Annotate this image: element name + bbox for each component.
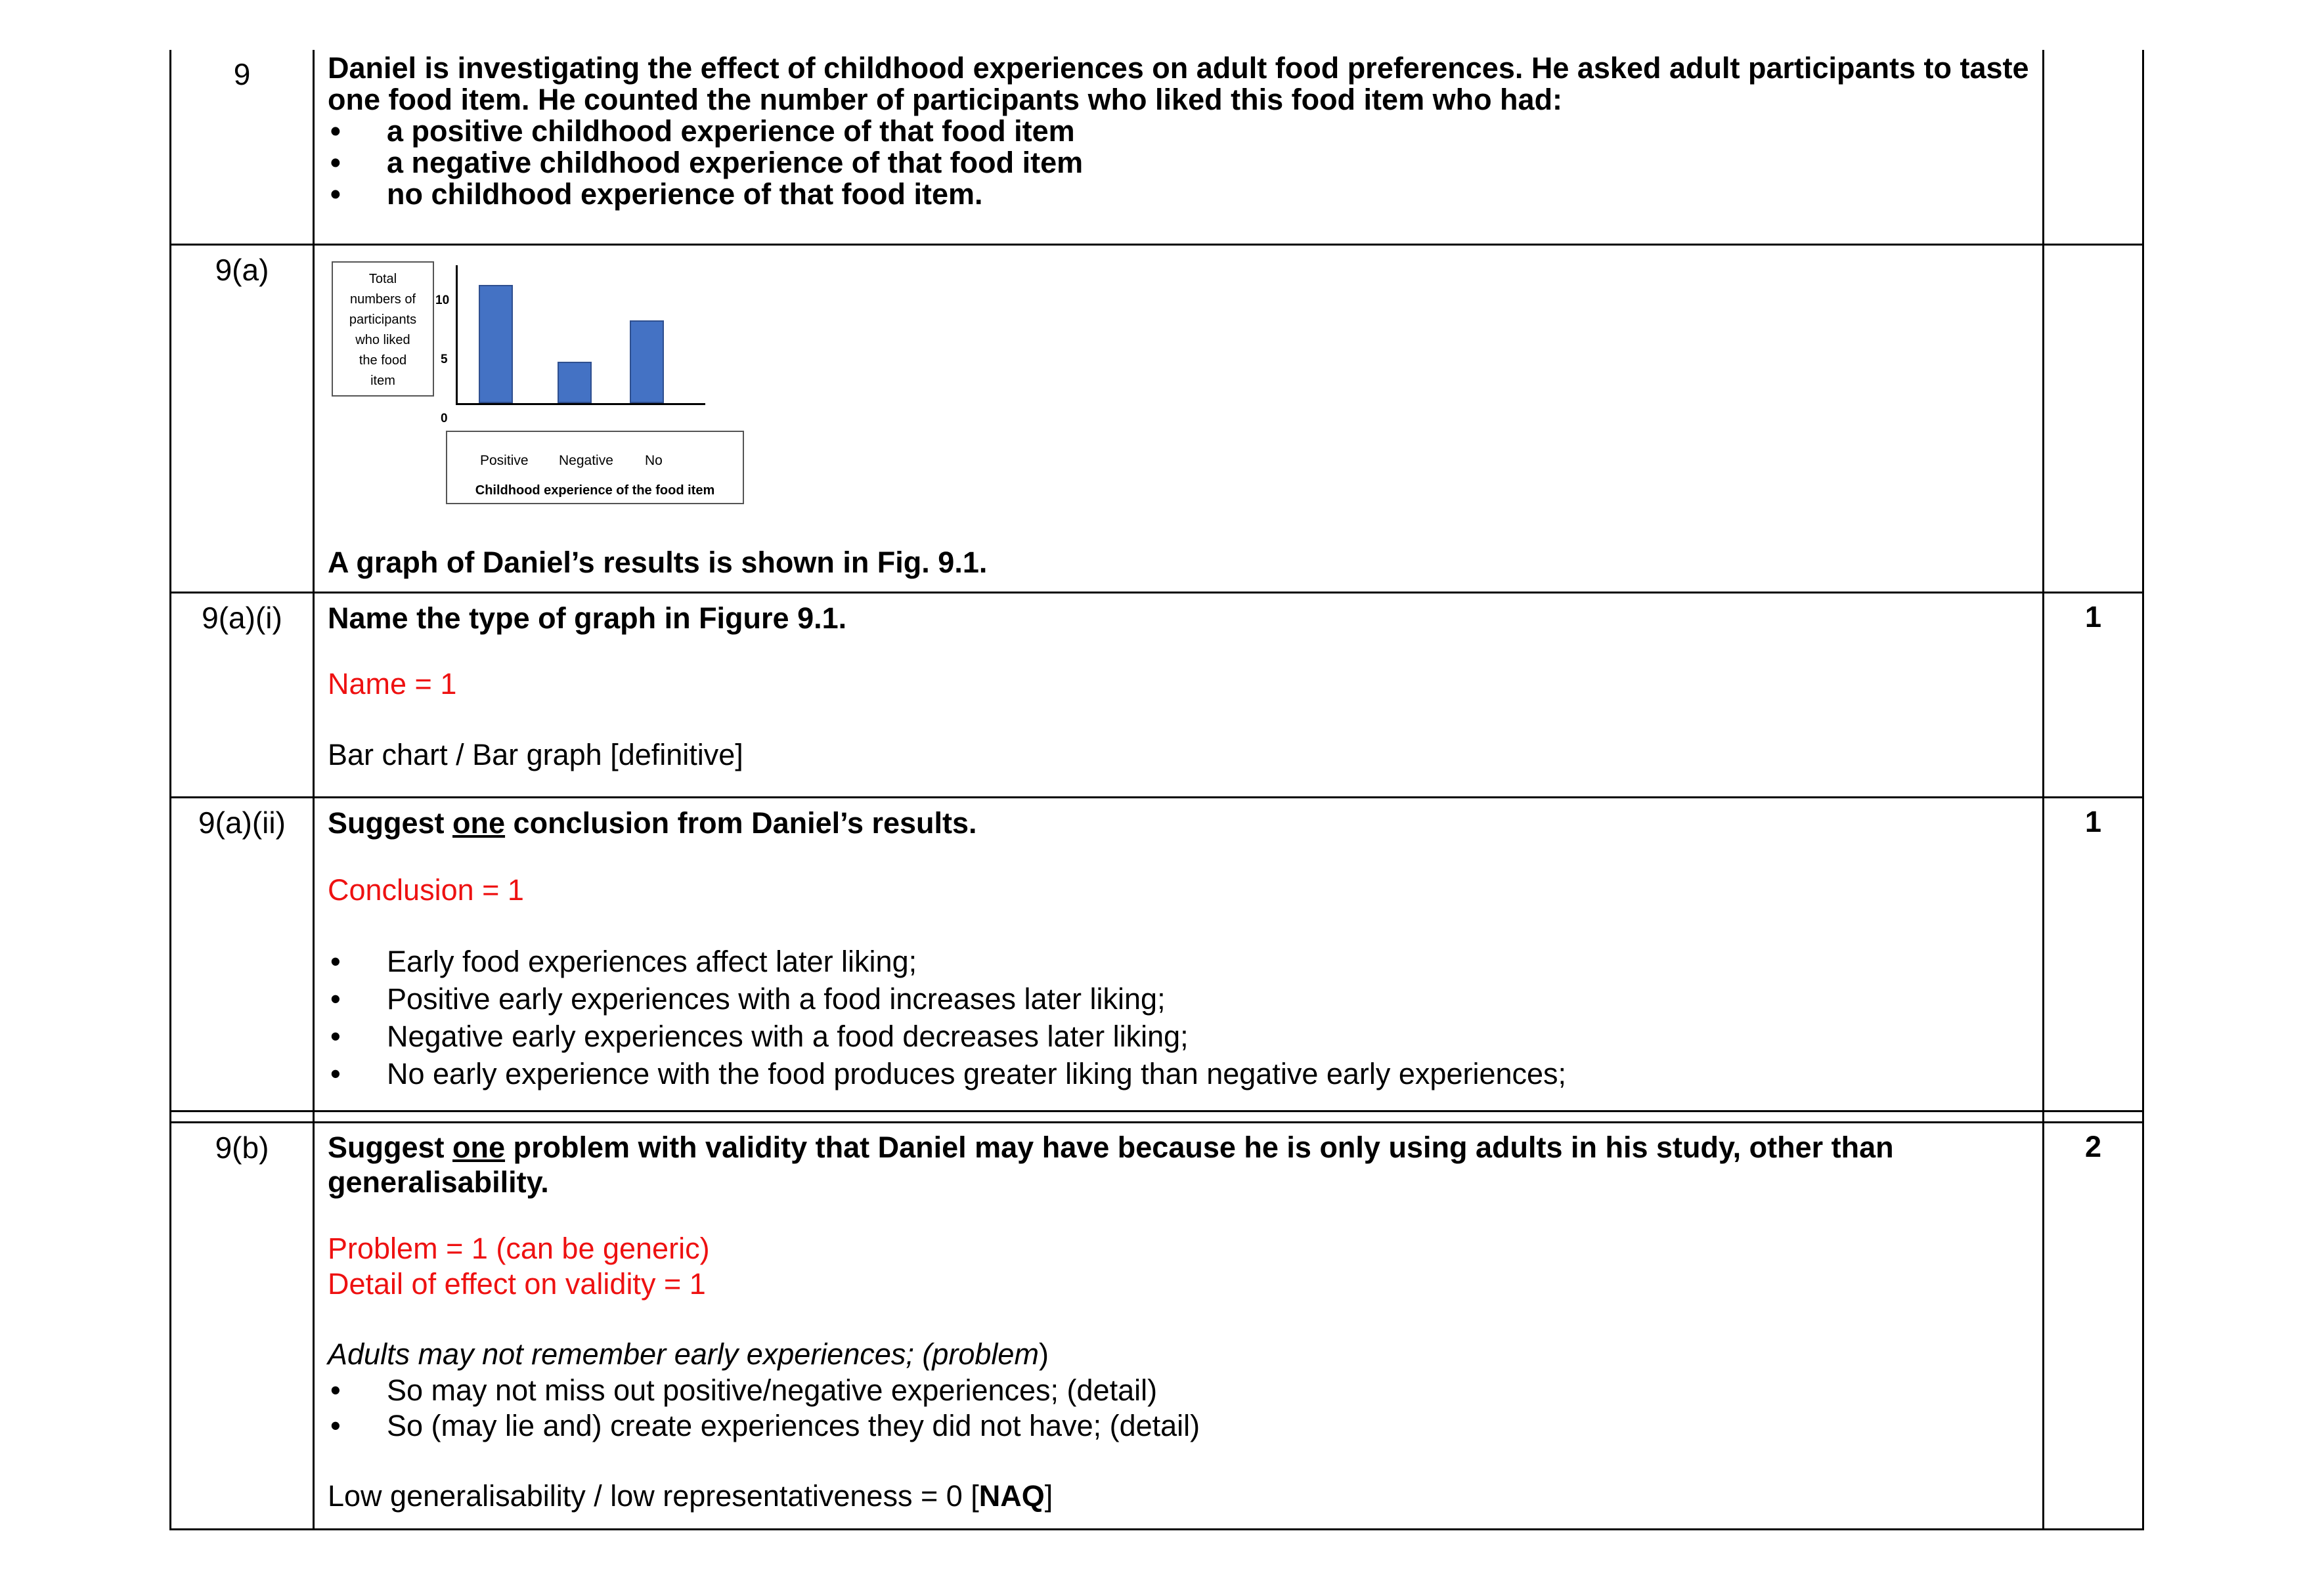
- y-tick-label: 10: [435, 293, 450, 307]
- question-stem: Daniel is investigating the effect of childhood experiences on adult food preferences. He asked adult participants to taste one food item. He counted the number of participants who liked this food item who had:: [328, 51, 2029, 116]
- marks-cell: [2044, 50, 2143, 244]
- answer-italic: Adults may not remember early experiences; (problem: [328, 1337, 1039, 1371]
- figure-caption: A graph of Daniel’s results is shown in Fig. 9.1.: [328, 545, 988, 579]
- x-axis-title: Childhood experience of the food item: [475, 483, 715, 498]
- row-q9: [171, 50, 2143, 244]
- figure-cell: [314, 244, 2044, 592]
- question-text-part: Suggest: [328, 806, 453, 840]
- x-tick-label: Negative: [559, 452, 613, 468]
- row-q9ai: [171, 592, 2143, 797]
- y-tick-label: 5: [441, 352, 448, 366]
- question-cell: [314, 1122, 2044, 1529]
- question-emphasis: one: [452, 1130, 506, 1164]
- x-tick-label: Positive: [480, 452, 529, 468]
- list-item: • So may not miss out positive/negative experiences; (detail): [328, 1373, 2042, 1408]
- y-axis-label: participants: [349, 312, 417, 327]
- list-item: • no childhood experience of that food item.: [328, 179, 2042, 210]
- y-axis-label: Total: [368, 271, 397, 286]
- question-text-part: problem with validity that Daniel may have because he is only using adults in his study, other than generalisability.: [328, 1130, 1894, 1199]
- list-item: • Early food experiences affect later liking;: [328, 943, 2042, 980]
- question-number: 9(a)(ii): [171, 797, 314, 1111]
- mark-criteria: Conclusion = 1: [328, 873, 524, 907]
- stem-bullet-list: [328, 116, 2042, 210]
- question-emphasis: one: [452, 806, 506, 840]
- naq-text: ]: [1044, 1478, 1053, 1513]
- marks-value: 1: [2044, 797, 2143, 1111]
- marks-value: 2: [2044, 1122, 2143, 1529]
- question-number: 9(a)(i): [171, 592, 314, 797]
- answer-text: Bar chart / Bar graph [definitive]: [328, 737, 743, 771]
- row-q9a: [171, 244, 2143, 592]
- question-text: [328, 1130, 2042, 1199]
- naq-label: NAQ: [978, 1478, 1045, 1513]
- y-axis-label: item: [370, 373, 395, 388]
- question-number: 9(a): [171, 244, 314, 592]
- x-axis-line: [456, 403, 705, 405]
- row-spacer: [171, 1111, 2143, 1122]
- question-text: Name the type of graph in Figure 9.1.: [328, 601, 847, 635]
- bar-negative: [558, 362, 592, 403]
- naq-note: [328, 1478, 2042, 1515]
- list-item: • a positive childhood experience of that food item: [328, 116, 2042, 147]
- y-axis-label-box: [332, 261, 434, 397]
- y-axis-line: [456, 265, 458, 404]
- list-item: • Positive early experiences with a food increases later liking;: [328, 980, 2042, 1018]
- answer-bullet-list: [328, 943, 2042, 1092]
- row-q9aii: [171, 797, 2143, 1111]
- list-item: • So (may lie and) create experiences they did not have; (detail): [328, 1408, 2042, 1444]
- question-number: 9(b): [171, 1122, 314, 1529]
- bar-no: [630, 320, 664, 403]
- bar-chart: [328, 246, 787, 508]
- x-tick-label: No: [645, 452, 663, 468]
- marks-cell: [2044, 244, 2143, 592]
- question-number: 9: [171, 50, 314, 244]
- mark-scheme-table: [169, 50, 2144, 1530]
- question-cell: [314, 797, 2044, 1111]
- question-text-part: conclusion from Daniel’s results.: [505, 806, 977, 840]
- question-text: [328, 805, 2042, 842]
- question-stem-cell: [314, 50, 2044, 244]
- y-axis-label: numbers of: [349, 291, 416, 307]
- bar-positive: [479, 285, 513, 403]
- answer-text-part: ): [1038, 1337, 1049, 1371]
- list-item: • No early experience with the food produces greater liking than negative early experiences;: [328, 1055, 2042, 1092]
- y-tick-label: 0: [441, 411, 448, 425]
- mark-criteria: Problem = 1 (can be generic): [328, 1231, 710, 1265]
- question-cell: [314, 592, 2044, 797]
- list-item: • Negative early experiences with a food decreases later liking;: [328, 1018, 2042, 1055]
- y-axis-label: the food: [359, 353, 407, 368]
- mark-criteria: Detail of effect on validity = 1: [328, 1266, 706, 1301]
- marks-value: 1: [2044, 592, 2143, 797]
- answer-bullet-list: [328, 1373, 2042, 1444]
- list-item: • a negative childhood experience of that food item: [328, 147, 2042, 179]
- y-axis-label: who liked: [355, 332, 410, 347]
- question-text-part: Suggest: [328, 1130, 453, 1164]
- row-q9b: [171, 1122, 2143, 1529]
- mark-criteria: Name = 1: [328, 666, 457, 701]
- naq-text: Low generalisability / low representativeness = 0 [: [328, 1478, 979, 1513]
- answer-text: [328, 1336, 2042, 1373]
